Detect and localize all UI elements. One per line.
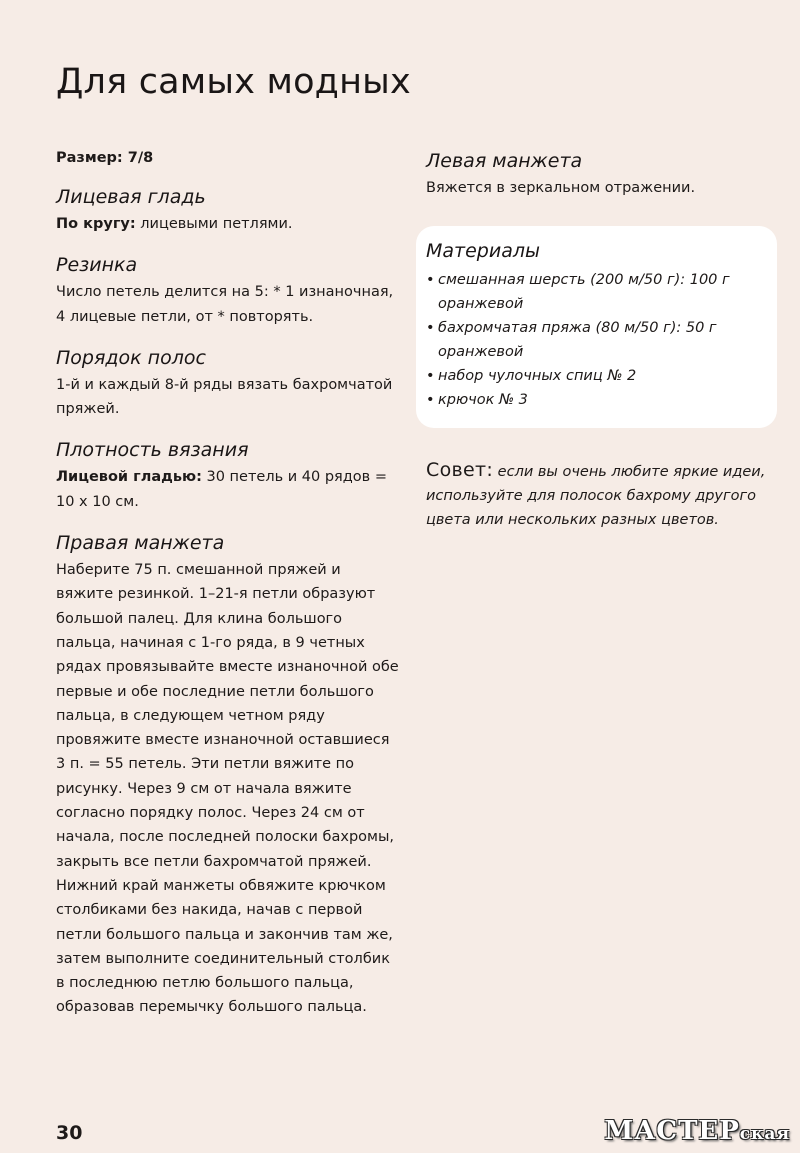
- section-left-cuff: [426, 150, 771, 200]
- materials-item-text: крючок № 3: [438, 392, 528, 409]
- tip: [426, 458, 771, 532]
- section-body: 30 петель и 40 рядов = 10 х 10 см.: [56, 469, 387, 510]
- section-body-2: Нижний край манжеты обвяжите крючком столбиками без накида, начав с первой петли большого пальца и закончив там же, затем выполните соединительный столбик в последнюю петлю большого пальца, образовав перемычку большого пальца.: [56, 877, 393, 1016]
- list-item: [426, 316, 765, 364]
- materials-list: [420, 268, 765, 412]
- section-rib: [56, 254, 401, 329]
- materials-box: [416, 226, 777, 428]
- right-column: [426, 150, 771, 532]
- section-heading: Лицевая гладь: [56, 186, 206, 208]
- section-text: [56, 212, 401, 236]
- section-body: лицевыми петлями.: [140, 216, 293, 232]
- section-body: 1-й и каждый 8-й ряды вязать бахромчатой пряжей.: [56, 376, 393, 418]
- list-item: [426, 268, 765, 316]
- section-body: Вяжется в зеркальном отражении.: [426, 180, 696, 196]
- materials-item-text: набор чулочных спиц № 2: [438, 368, 637, 385]
- size-line: [56, 150, 401, 166]
- bullet-icon: •: [426, 320, 435, 337]
- bullet-icon: •: [426, 368, 435, 385]
- section-stripe-order: [56, 347, 401, 422]
- tip-text: если вы очень любите яркие идеи, используйте для полосок бахрому другого цвета или нескольких разных цветов.: [426, 464, 766, 529]
- section-heading: Порядок полос: [56, 346, 206, 369]
- page-number: 30: [56, 1122, 83, 1144]
- section-heading: Резинка: [56, 254, 138, 277]
- section-heading: Плотность вязания: [56, 439, 249, 462]
- tip-heading: Совет:: [426, 459, 494, 482]
- section-body: Наберите 75 п. смешанной пряжей и вяжите резинкой. 1–21-я петли образуют большой палец. Для клина большого пальца, начиная с 1-го ряда, в 9 четных рядах провязывайте вместе изнаночной обе первые и обе последние петли большого пальца, в следующем четном ряду провяжите вместе изнаночной оставшиеся 3 п. = 55 петель. Эти петли вяжите по рисунку. Через 9 см от начала вяжите согласно порядку полос. Через 24 см от начала, после последней полоски бахромы, закрыть все петли бахромчатой пряжей.: [56, 562, 399, 870]
- section-stockinette: [56, 186, 401, 236]
- bullet-icon: •: [426, 272, 435, 289]
- section-gauge: [56, 439, 401, 514]
- list-item: [426, 388, 765, 412]
- watermark-small: ская: [739, 1124, 790, 1144]
- bullet-icon: •: [426, 392, 435, 409]
- section-label: Лицевой гладью:: [56, 469, 202, 486]
- materials-item-text: бахромчатая пряжа (80 м/50 г): 50 г оранжевой: [438, 320, 717, 361]
- size-label: Размер:: [56, 150, 123, 166]
- section-right-cuff: [56, 532, 401, 1020]
- section-label: По кругу:: [56, 216, 136, 232]
- watermark-big: МАСТЕР: [604, 1116, 740, 1146]
- section-text: [56, 465, 401, 514]
- section-body: Число петель делится на 5: * 1 изнаночная, 4 лицевые петли, от * повторять.: [56, 284, 394, 325]
- section-heading: Правая манжета: [56, 532, 225, 555]
- section-heading: Левая манжета: [426, 150, 583, 172]
- left-column: [56, 150, 401, 1038]
- materials-item-text: смешанная шерсть (200 м/50 г): 100 г оранжевой: [438, 272, 730, 313]
- materials-heading: Материалы: [426, 240, 540, 263]
- size-value: 7/8: [127, 150, 154, 166]
- watermark-logo: [604, 1116, 790, 1146]
- list-item: [426, 364, 765, 388]
- page-title: Для самых модных: [56, 62, 411, 102]
